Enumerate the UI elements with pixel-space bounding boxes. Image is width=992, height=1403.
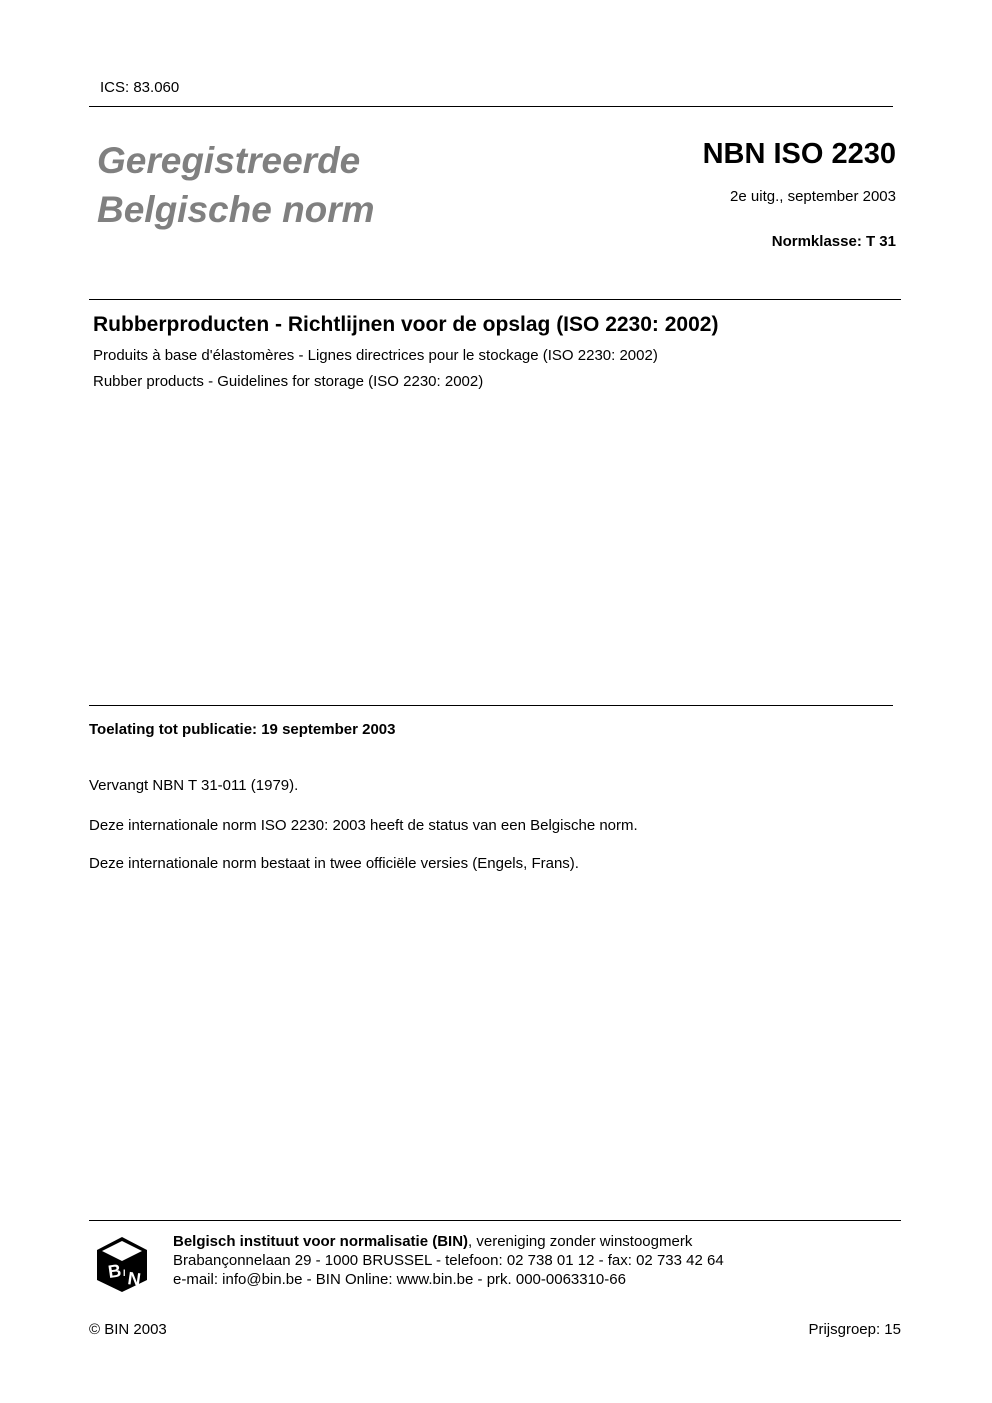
logo-i: I (123, 1268, 126, 1278)
edition-date: 2e uitg., september 2003 (730, 188, 896, 205)
ics-code: ICS: 83.060 (100, 79, 180, 96)
title-french: Produits à base d'élastomères - Lignes directrices pour le stockage (ISO 2230: 2002) (93, 347, 658, 364)
replaces-text: Vervangt NBN T 31-011 (1979). (89, 777, 299, 794)
top-divider (89, 106, 893, 107)
logo-b: B (106, 1260, 123, 1282)
organization-contact: e-mail: info@bin.be - BIN Online: www.bin.be - prk. 000-0063310-66 (173, 1271, 626, 1288)
title-english: Rubber products - Guidelines for storage (ISO 2230: 2002) (93, 373, 484, 390)
versions-text: Deze internationale norm bestaat in twee officiële versies (Engels, Frans). (89, 855, 579, 872)
organization-address: Brabançonnelaan 29 - 1000 BRUSSEL - telefoon: 02 738 01 12 - fax: 02 733 42 64 (173, 1252, 724, 1269)
organization-info (173, 1232, 724, 1289)
standard-number: NBN ISO 2230 (702, 138, 896, 170)
title-divider (89, 299, 901, 300)
document-type-line2: Belgische norm (97, 189, 375, 230)
copyright: © BIN 2003 (89, 1321, 167, 1338)
organization-name: Belgisch instituut voor normalisatie (BIN) (173, 1233, 469, 1250)
norm-class: Normklasse: T 31 (771, 233, 896, 250)
footer-divider (89, 1220, 901, 1221)
organization-suffix: , vereniging zonder winstoogmerk (468, 1233, 693, 1250)
approval-date: Toelating tot publicatie: 19 september 2003 (89, 721, 396, 738)
title-dutch: Rubberproducten - Richtlijnen voor de opslag (ISO 2230: 2002) (93, 313, 719, 336)
body-divider (89, 705, 893, 706)
price-group: Prijsgroep: 15 (808, 1321, 901, 1338)
document-type-line1: Geregistreerde (97, 140, 361, 181)
logo-n: N (126, 1268, 143, 1290)
document-type-title (97, 136, 375, 234)
bin-logo (96, 1236, 148, 1293)
status-text: Deze internationale norm ISO 2230: 2003 heeft de status van een Belgische norm. (89, 817, 638, 834)
organization-line (173, 1232, 724, 1251)
